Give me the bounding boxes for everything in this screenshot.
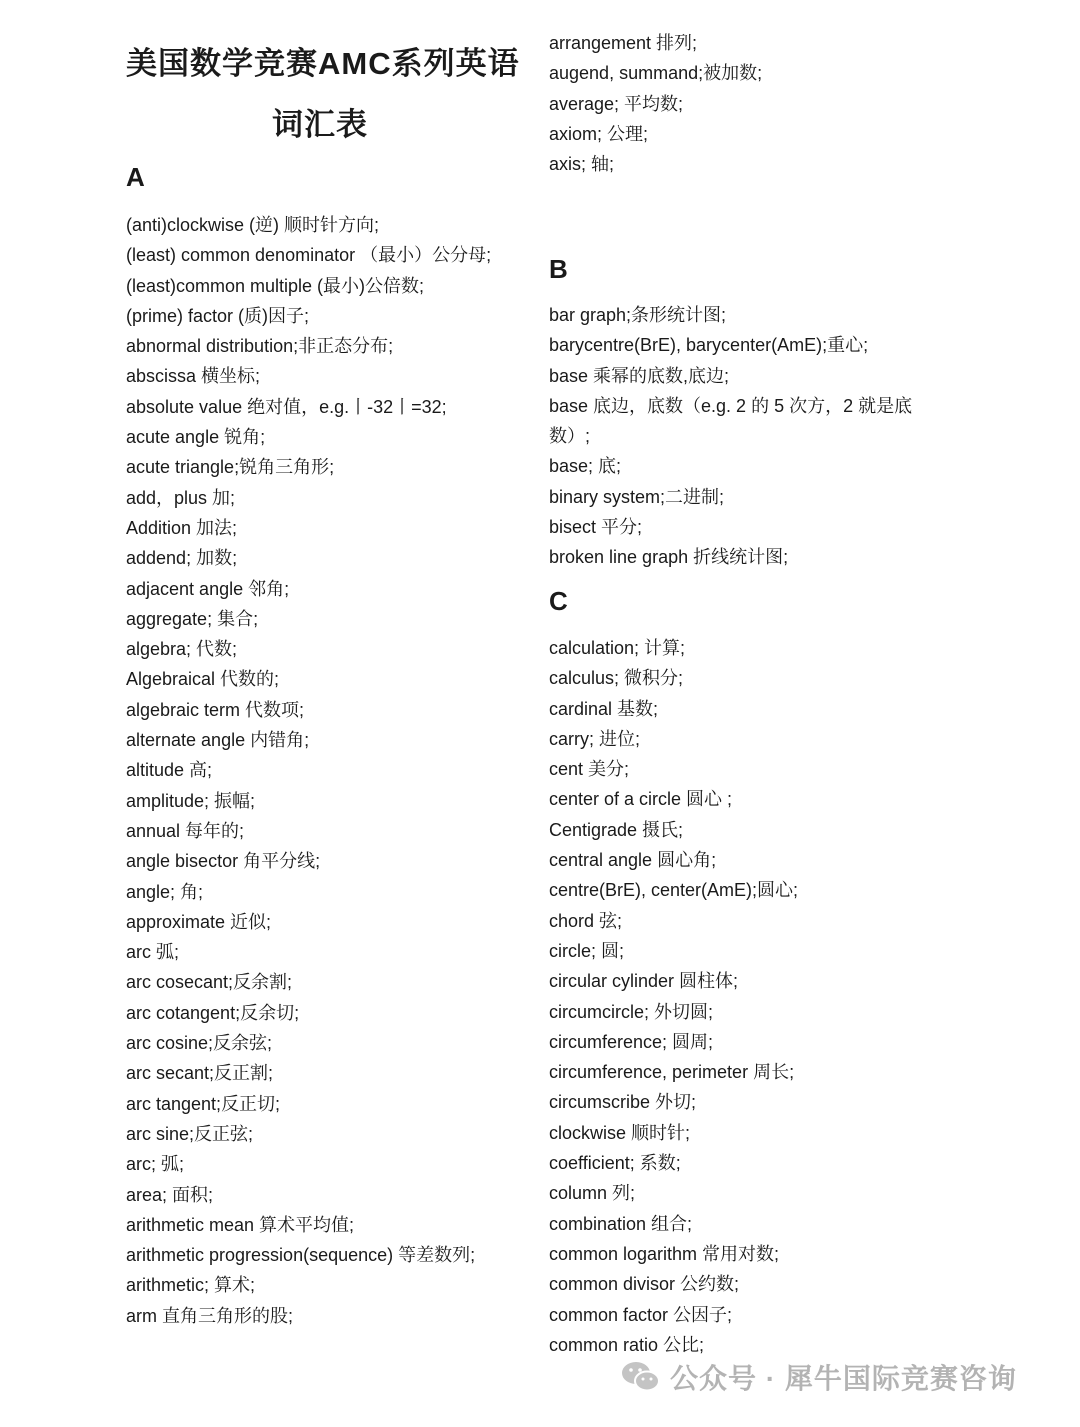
vocab-entry: barycentre(BrE), barycenter(AmE);重心; [549, 335, 869, 356]
vocab-entry: bar graph;条形统计图; [549, 305, 727, 325]
vocab-entry: Centigrade 摄氏; [549, 819, 684, 840]
vocab-entry: angle bisector 角平分线; [126, 851, 321, 872]
vocab-entry: cardinal 基数; [549, 698, 659, 719]
vocab-entry: circumference, perimeter 周长; [549, 1062, 795, 1083]
vocab-entry: axis; 轴; [549, 154, 615, 175]
section-letter-c: C [549, 586, 568, 616]
section-letter-a: A [126, 162, 145, 192]
vocab-entry: arc cosecant;反余割; [126, 972, 293, 993]
vocab-entry: column 列; [549, 1183, 636, 1204]
vocab-entry: arc cotangent;反余切; [126, 1002, 300, 1023]
vocab-entry: cent 美分; [549, 759, 630, 780]
vocab-entry: common factor 公因子; [549, 1304, 733, 1325]
vocab-entry: circumcircle; 外切圆; [549, 1001, 714, 1022]
vocab-entry: bisect 平分; [549, 517, 643, 538]
vocab-entry: common logarithm 常用对数; [549, 1243, 780, 1264]
vocab-entry: (anti)clockwise (逆) 顺时针方向; [126, 215, 380, 235]
wechat-icon [620, 1359, 662, 1395]
vocab-entry: abnormal distribution;非正态分布; [126, 336, 394, 357]
vocab-entry: arrangement 排列; [549, 33, 698, 53]
vocab-entry: area; 面积; [126, 1184, 214, 1205]
vocab-entry: acute triangle;锐角三角形; [126, 457, 335, 478]
section-b-entries [549, 300, 939, 573]
vocab-entry: common divisor 公约数; [549, 1274, 740, 1295]
vocab-entry: abscissa 横坐标; [126, 366, 261, 387]
vocab-entry: central angle 圆心角; [549, 850, 717, 871]
vocab-entry: average; 平均数; [549, 93, 684, 114]
vocab-entry: aggregate; 集合; [126, 608, 259, 629]
vocab-entry: alternate angle 内错角; [126, 730, 310, 751]
vocab-entry: absolute value 绝对值，e.g.丨-32丨=32; [126, 396, 447, 417]
vocab-entry: calculus; 微积分; [549, 668, 684, 689]
vocab-entry: arc 弧; [126, 942, 180, 963]
vocab-entry: Addition 加法; [126, 517, 238, 538]
vocab-entry: acute angle 锐角; [126, 427, 266, 448]
vocab-entry: add，plus 加; [126, 487, 236, 508]
vocab-entry: common ratio 公比; [549, 1334, 705, 1355]
vocab-entry: amplitude; 振幅; [126, 790, 256, 811]
vocab-entry: circumscribe 外切; [549, 1092, 697, 1113]
vocab-entry: altitude 高; [126, 760, 213, 781]
vocab-entry: (least) common denominator （最小）公分母; [126, 245, 492, 266]
vocab-entry: chord 弦; [549, 910, 623, 931]
vocab-entry: angle; 角; [126, 881, 204, 902]
watermark-text: 公众号 · 犀牛国际竞赛咨询 [670, 1363, 1017, 1394]
vocab-entry: broken line graph 折线统计图; [549, 547, 789, 568]
vocab-entry: circle; 圆; [549, 940, 625, 961]
vocab-entry: arithmetic progression(sequence) 等差数列; [126, 1245, 476, 1266]
vocab-entry: circular cylinder 圆柱体; [549, 971, 739, 992]
vocab-entry: base; 底; [549, 456, 622, 477]
section-letter-b: B [549, 254, 568, 284]
vocab-entry: calculation; 计算; [549, 638, 686, 658]
vocab-entry: axiom; 公理; [549, 123, 649, 144]
vocab-entry: center of a circle 圆心 ; [549, 789, 733, 810]
vocab-entry: centre(BrE), center(AmE);圆心; [549, 880, 799, 901]
vocab-entry: (least)common multiple (最小)公倍数; [126, 275, 425, 296]
page-title-line2: 词汇表 [272, 107, 368, 142]
vocab-entry: binary system;二进制; [549, 486, 725, 507]
watermark [620, 1356, 1017, 1398]
section-a-entries [126, 210, 516, 1331]
section-c-entries [549, 633, 939, 1360]
section-a-continued-entries [549, 28, 939, 179]
vocab-entry: circumference; 圆周; [549, 1031, 714, 1052]
vocab-entry: combination 组合; [549, 1213, 693, 1234]
vocab-entry: algebraic term 代数项; [126, 699, 305, 720]
vocab-entry: arm 直角三角形的股; [126, 1305, 294, 1326]
vocab-entry: arithmetic mean 算术平均值; [126, 1214, 355, 1235]
vocab-entry: arc secant;反正割; [126, 1063, 274, 1084]
vocab-entry: base 乘幂的底数,底边; [549, 365, 730, 386]
vocab-entry: adjacent angle 邻角; [126, 578, 290, 599]
page-title: 美国数学竞赛AMC系列英语 [126, 46, 520, 81]
vocab-entry: base 底边，底数（e.g. 2 的 5 次方，2 就是底数）; [549, 395, 913, 447]
vocab-entry: clockwise 顺时针; [549, 1122, 691, 1143]
vocab-entry: addend; 加数; [126, 548, 238, 569]
vocab-entry: annual 每年的; [126, 820, 245, 841]
vocab-entry: (prime) factor (质)因子; [126, 305, 310, 326]
vocab-entry: coefficient; 系数; [549, 1153, 681, 1174]
vocab-entry: arc; 弧; [126, 1154, 185, 1175]
vocab-entry: arithmetic; 算术; [126, 1275, 256, 1296]
vocab-entry: algebra; 代数; [126, 639, 238, 660]
vocab-entry: augend, summand;被加数; [549, 63, 763, 84]
vocab-entry: arc tangent;反正切; [126, 1093, 281, 1114]
vocab-entry: approximate 近似; [126, 911, 272, 932]
vocab-entry: Algebraical 代数的; [126, 669, 280, 690]
vocab-entry: arc sine;反正弦; [126, 1123, 254, 1144]
vocab-entry: arc cosine;反余弦; [126, 1033, 273, 1054]
vocab-entry: carry; 进位; [549, 728, 641, 749]
